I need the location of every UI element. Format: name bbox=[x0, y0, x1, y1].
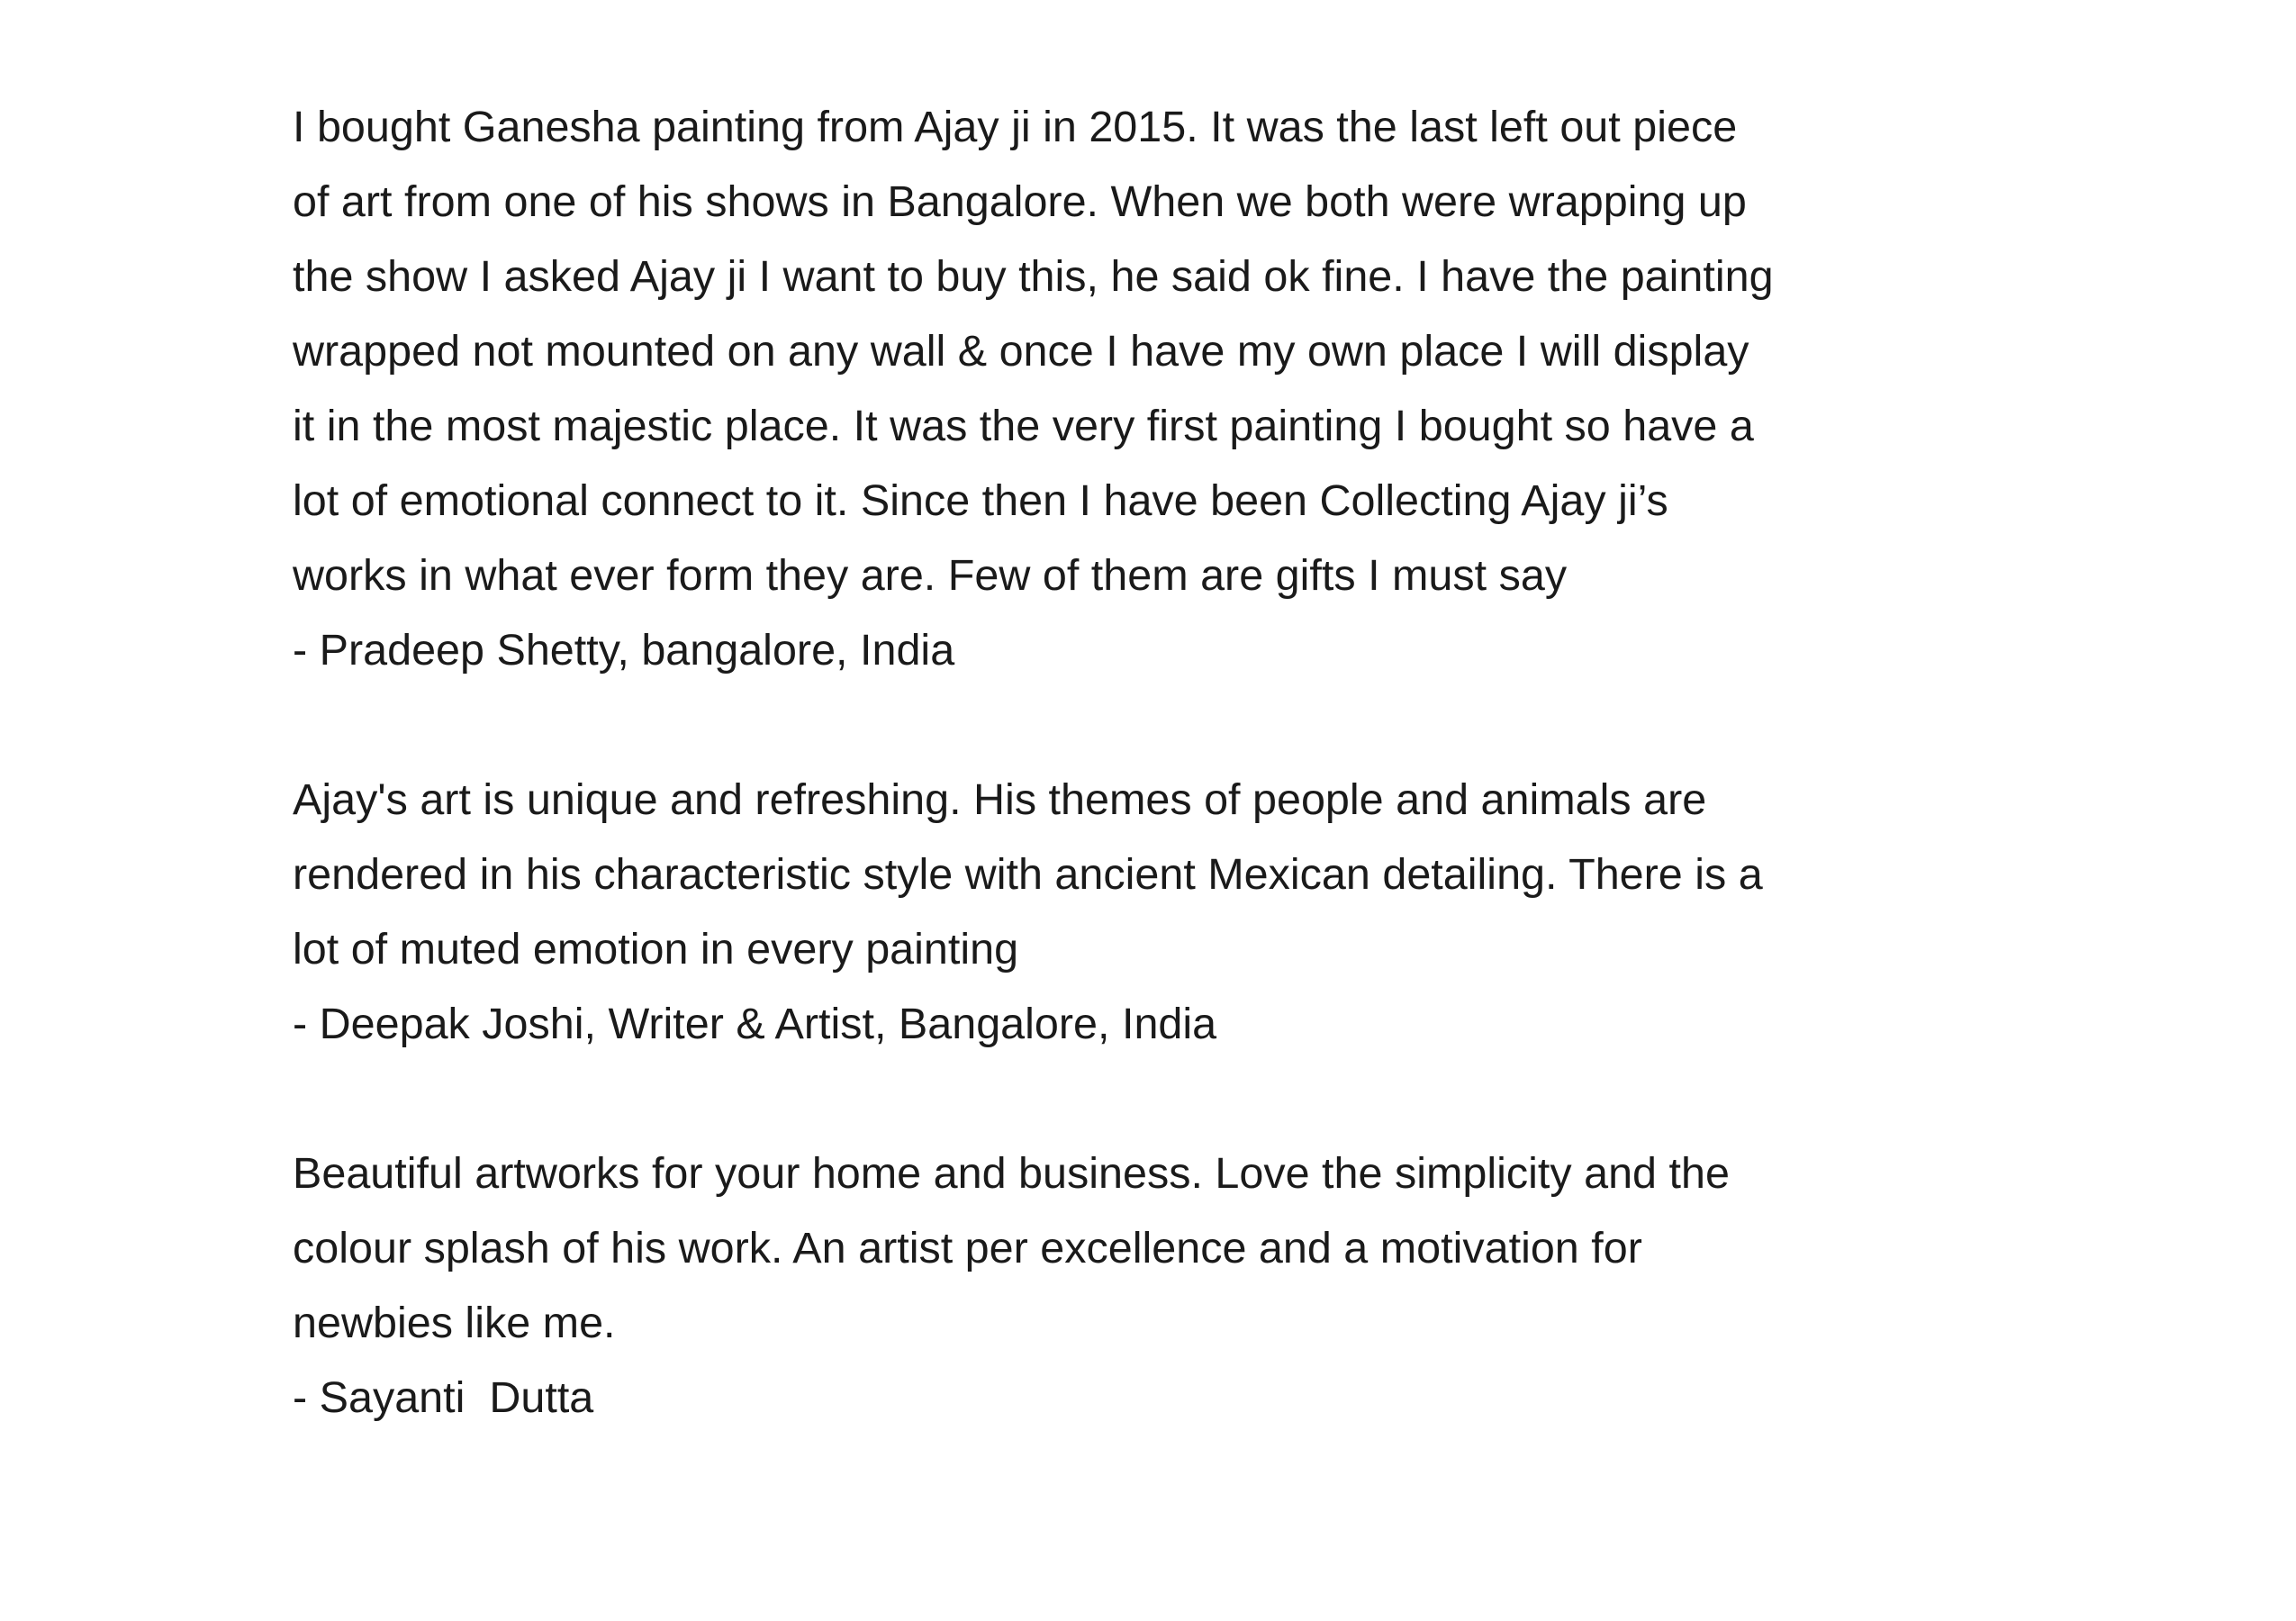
testimonial-line: it in the most majestic place. It was the very first painting I bought so have a bbox=[293, 402, 1754, 450]
testimonial-line: newbies like me. bbox=[293, 1299, 616, 1347]
testimonial-line: Ajay's art is unique and refreshing. His themes of people and animals are bbox=[293, 775, 1707, 824]
testimonial-line: Beautiful artworks for your home and business. Love the simplicity and the bbox=[293, 1149, 1730, 1198]
testimonial-attribution: - Pradeep Shetty, bangalore, India bbox=[293, 626, 955, 675]
testimonial-line: the show I asked Ajay ji I want to buy this, he said ok fine. I have the painting bbox=[293, 252, 1774, 301]
testimonial-line: wrapped not mounted on any wall & once I have my own place I will display bbox=[293, 327, 1749, 376]
testimonial-line: rendered in his characteristic style with ancient Mexican detailing. There is a bbox=[293, 850, 1763, 899]
testimonial-attribution: - Deepak Joshi, Writer & Artist, Bangalore, India bbox=[293, 1000, 1217, 1048]
testimonial-line: of art from one of his shows in Bangalore. When we both were wrapping up bbox=[293, 177, 1747, 226]
testimonial-deepak-joshi bbox=[293, 763, 1913, 1062]
testimonials-section bbox=[293, 90, 1913, 1510]
testimonial-line: lot of muted emotion in every painting bbox=[293, 925, 1019, 974]
testimonial-sayanti-dutta bbox=[293, 1137, 1913, 1435]
testimonial-line: colour splash of his work. An artist per excellence and a motivation for bbox=[293, 1224, 1642, 1272]
testimonial-pradeep-shetty bbox=[293, 90, 1913, 688]
testimonial-attribution: - Sayanti Dutta bbox=[293, 1373, 594, 1422]
testimonial-line: I bought Ganesha painting from Ajay ji in 2015. It was the last left out piece bbox=[293, 103, 1738, 151]
testimonial-line: works in what ever form they are. Few of them are gifts I must say bbox=[293, 551, 1568, 600]
testimonial-line: lot of emotional connect to it. Since then I have been Collecting Ajay ji’s bbox=[293, 476, 1668, 525]
